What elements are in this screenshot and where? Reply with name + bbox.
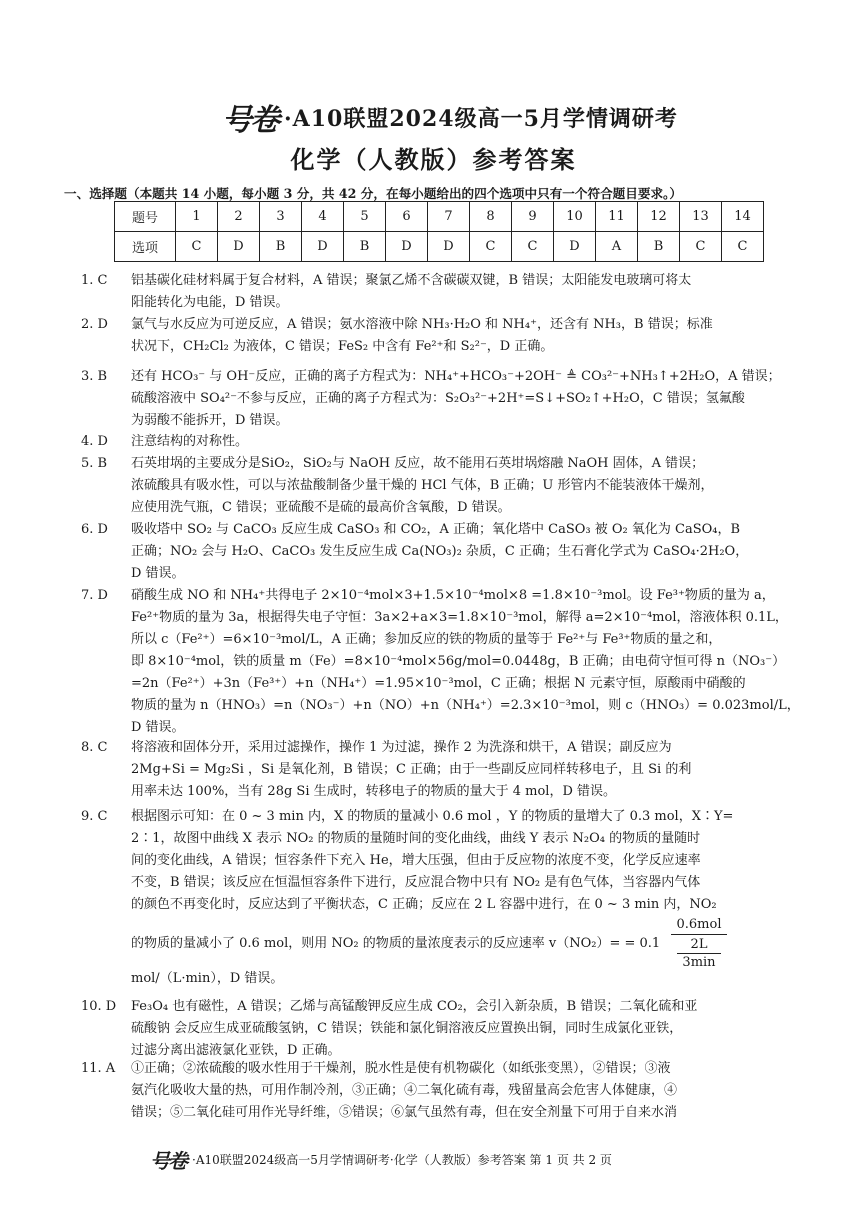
- fraction-bar: [671, 934, 727, 935]
- explanation-number: 2. D: [81, 317, 108, 332]
- explanation-body: [131, 933, 866, 955]
- question-number: 8: [470, 202, 512, 232]
- explanation-body: [131, 431, 866, 453]
- explanation-line: 2Mg+Si = Mg₂Si ，Si 是氧化剂，B 错误；C 正确；由于一些副反应同样转移电子，且 Si 的利: [131, 762, 692, 777]
- explanation-line: 不变，B 错误；该反应在恒温恒容条件下进行，反应混合物中只有 NO₂ 是有色气体，当容器内气体: [131, 875, 701, 890]
- answer-option: C: [176, 232, 218, 262]
- explanation-line: 即 8×10⁻⁴mol，铁的质量 m（Fe）=8×10⁻⁴mol×56g/mol=0.0448g，B 正确；由电荷守恒可得 n（NO₃⁻）: [131, 654, 786, 669]
- answer-option: C: [680, 232, 722, 262]
- question-number: 7: [428, 202, 470, 232]
- question-number: 13: [680, 202, 722, 232]
- explanation-number: 9. C: [81, 809, 108, 824]
- explanation-line: 所以 c（Fe²⁺）=6×10⁻³mol/L，A 正确；参加反应的铁的物质的量等于 Fe²⁺与 Fe³⁺物质的量之和，: [131, 632, 722, 647]
- rate-fraction: [671, 917, 727, 970]
- explanation-line: 将溶液和固体分开，采用过滤操作，操作 1 为过滤，操作 2 为洗涤和烘干，A 错误；副反应为: [131, 740, 672, 755]
- explanation-line: 的颜色不再变化时，反应达到了平衡状态，C 正确；反应在 2 L 容器中进行，在 0 ~ 3 min 内，NO₂: [131, 897, 717, 912]
- answer-option: C: [722, 232, 764, 262]
- question-number: 4: [302, 202, 344, 232]
- explanation-body: [131, 366, 866, 432]
- explanation-line: 错误；⑤二氧化硅可用作光导纤维，⑤错误；⑥氯气虽然有毒，但在安全剂量下可用于自来水消: [131, 1105, 678, 1120]
- answer-option: B: [638, 232, 680, 262]
- explanation-line: 的物质的量减小了 0.6 mol，则用 NO₂ 的物质的量浓度表示的反应速率 v（NO₂）= = 0.1: [131, 936, 661, 951]
- page-footer: [150, 1145, 612, 1174]
- question-number: 14: [722, 202, 764, 232]
- question-number: 5: [344, 202, 386, 232]
- explanation-line: 间的变化曲线，A 错误；恒容条件下充入 He，增大压强，但由于反应物的浓度不变，化学反应速率: [131, 853, 701, 868]
- explanation-body: [131, 737, 866, 803]
- explanation-number: 6. D: [81, 522, 108, 537]
- question-number: 6: [386, 202, 428, 232]
- explanation-line: 应使用洗气瓶，C 错误；亚硫酸不是硫的最高价含氧酸，D 错误。: [131, 500, 511, 515]
- fraction-denominator: 3min: [682, 955, 716, 970]
- answer-option: D: [218, 232, 260, 262]
- explanation-body: [131, 270, 866, 314]
- explanation-body: [131, 519, 866, 585]
- header-brand: [222, 95, 678, 139]
- explanation-line: 硝酸生成 NO 和 NH₄⁺共得电子 2×10⁻⁴mol×3+1.5×10⁻⁴mol×8 =1.8×10⁻³mol。设 Fe³⁺物质的量为 a，: [131, 588, 775, 603]
- footer-text: ·A10联盟2024级高一5月学情调研考·化学（人教版）参考答案 第 1 页 共 2 页: [192, 1153, 612, 1167]
- exam-title: ·A10联盟2024级高一5月学情调研考: [284, 105, 678, 132]
- explanation-line: 阳能转化为电能，D 错误。: [131, 295, 289, 310]
- answer-option: C: [512, 232, 554, 262]
- explanation-number: 4. D: [81, 434, 108, 449]
- explanation-number: 5. B: [81, 456, 108, 471]
- explanation-body: [131, 585, 866, 739]
- explanation-line: 硫酸溶液中 SO₄²⁻不参与反应，正确的离子方程式为：S₂O₃²⁻+2H⁺=S↓+SO₂↑+H₂O，C 错误；氢氟酸: [131, 391, 745, 406]
- explanation-line: =2n（Fe²⁺）+3n（Fe³⁺）+n（NH₄⁺）=1.95×10⁻³mol，C 正确；根据 N 元素守恒，原酸雨中硝酸的: [131, 676, 746, 691]
- fraction-bar: [677, 953, 721, 954]
- explanation-line: 还有 HCO₃⁻ 与 OH⁻反应，正确的离子方程式为：NH₄⁺+HCO₃⁻+2OH⁻ ≜ CO₃²⁻+NH₃↑+2H₂O，A 错误；: [131, 369, 781, 384]
- row-label-number: 题号: [115, 202, 176, 232]
- explanation-line: D 错误。: [131, 720, 185, 735]
- section-heading: 一、选择题（本题共 14 小题，每小题 3 分，共 42 分，在每小题给出的四个选项中只有一个符合题目要求。）: [64, 186, 682, 201]
- question-number: 11: [596, 202, 638, 232]
- fraction-middle: 2L: [690, 937, 708, 952]
- fraction-numerator: 0.6mol: [676, 917, 722, 932]
- explanation-body: [131, 806, 866, 916]
- explanation-number: 7. D: [81, 588, 108, 603]
- answer-option: C: [470, 232, 512, 262]
- explanation-line: mol/（L·min），D 错误。: [131, 971, 284, 986]
- question-number: 2: [218, 202, 260, 232]
- explanation-line: 物质的量为 n（HNO₃）=n（NO₃⁻）+n（NO）+n（NH₄⁺）=2.3×10⁻³mol，则 c（HNO₃）= 0.023mol/L，: [131, 698, 800, 713]
- explanation-line: 为弱酸不能拆开，D 错误。: [131, 413, 289, 428]
- explanation-line: 根据图示可知：在 0 ~ 3 min 内，X 的物质的量减小 0.6 mol ，Y 的物质的量增大了 0.3 mol，X∶Y=: [131, 809, 734, 824]
- explanation-body: [131, 453, 866, 519]
- explanation-body: [131, 314, 866, 358]
- answer-option: D: [386, 232, 428, 262]
- question-number: 9: [512, 202, 554, 232]
- explanation-line: 氯气与水反应为可逆反应，A 错误；氨水溶液中除 NH₃·H₂O 和 NH₄⁺，还含有 NH₃，B 错误；标准: [131, 317, 713, 332]
- explanation-line: 注意结构的对称性。: [131, 434, 249, 449]
- footer-logo: 号卷: [150, 1149, 186, 1173]
- explanation-line: Fe₃O₄ 也有磁性，A 错误；乙烯与高锰酸钾反应生成 CO₂，会引入新杂质，B 错误；二氧化硫和亚: [131, 999, 698, 1014]
- explanation-line: 状况下，CH₂Cl₂ 为液体，C 错误；FeS₂ 中含有 Fe²⁺和 S₂²⁻，D 正确。: [131, 339, 554, 354]
- answer-table: [114, 201, 764, 262]
- answer-option: D: [428, 232, 470, 262]
- answer-option: D: [302, 232, 344, 262]
- explanation-line: ①正确；②浓硫酸的吸水性用于干燥剂，脱水性是使有机物碳化（如纸张变黑），②错误；③液: [131, 1061, 671, 1076]
- explanation-body: [131, 996, 866, 1062]
- answer-table-option-row: [115, 232, 764, 262]
- explanation-line: 用率未达 100%，当有 28g Si 生成时，转移电子的物质的量大于 4 mol，D 错误。: [131, 784, 617, 799]
- explanation-number: 3. B: [81, 369, 108, 384]
- explanation-line: 铝基碳化硅材料属于复合材料，A 错误；聚氯乙烯不含碳碳双键，B 错误；太阳能发电玻璃可将太: [131, 273, 692, 288]
- answer-option: B: [260, 232, 302, 262]
- answer-table-number-row: [115, 202, 764, 232]
- question-number: 1: [176, 202, 218, 232]
- explanation-number: 1. C: [81, 273, 108, 288]
- answer-option: D: [554, 232, 596, 262]
- question-number: 3: [260, 202, 302, 232]
- explanation-number: 10. D: [81, 999, 117, 1014]
- answer-option: B: [344, 232, 386, 262]
- explanation-line: Fe²⁺物质的量为 3a，根据得失电子守恒：3a×2+a×3=1.8×10⁻³mol，解得 a=2×10⁻⁴mol，溶液体积 0.1L，: [131, 610, 788, 625]
- explanation-line: 2∶1，故图中曲线 X 表示 NO₂ 的物质的量随时间的变化曲线，曲线 Y 表示 N₂O₄ 的物质的量随时: [131, 831, 701, 846]
- answer-option: A: [596, 232, 638, 262]
- explanation-body: [131, 1058, 866, 1124]
- row-label-option: 选项: [115, 232, 176, 262]
- explanation-line: 正确；NO₂ 会与 H₂O、CaCO₃ 发生反应生成 Ca(NO₃)₂ 杂质，C 正确；生石膏化学式为 CaSO₄·2H₂O，: [131, 544, 749, 559]
- explanation-number: 11. A: [81, 1061, 116, 1076]
- explanation-line: 过滤分离出滤液氯化亚铁，D 正确。: [131, 1043, 341, 1058]
- explanation-line: 氨汽化吸收大量的热，可用作制冷剂，③正确；④二氧化硫有毒，残留量高会危害人体健康，④: [131, 1083, 678, 1098]
- question-number: 10: [554, 202, 596, 232]
- explanation-line: D 错误。: [131, 566, 185, 581]
- explanation-number: 8. C: [81, 740, 108, 755]
- explanation-line: 石英坩埚的主要成分是SiO₂，SiO₂与 NaOH 反应，故不能用石英坩埚熔融 NaOH 固体，A 错误；: [131, 456, 705, 471]
- explanation-line: 浓硫酸具有吸水性，可以与浓盐酸制备少量干燥的 HCl 气体，B 正确；U 形管内不能装液体干燥剂，: [131, 478, 714, 493]
- explanation-line: 吸收塔中 SO₂ 与 CaCO₃ 反应生成 CaSO₃ 和 CO₂，A 正确；氧化塔中 CaSO₃ 被 O₂ 氧化为 CaSO₄，B: [131, 522, 741, 537]
- explanation-line: 硫酸钠 会反应生成亚硫酸氢钠，C 错误；铁能和氯化铜溶液反应置换出铜，同时生成氯化亚铁，: [131, 1021, 683, 1036]
- document-title: 化学（人教版）参考答案: [290, 145, 577, 174]
- question-number: 12: [638, 202, 680, 232]
- brand-logo: 号卷: [222, 103, 278, 138]
- explanation-body: [131, 968, 866, 990]
